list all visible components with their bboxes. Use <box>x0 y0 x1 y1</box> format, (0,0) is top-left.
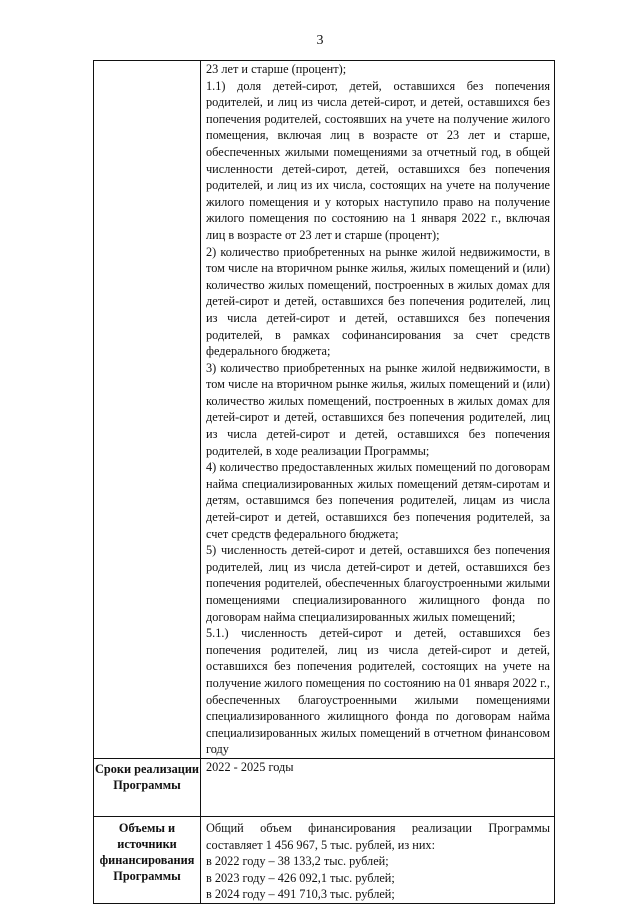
paragraph: 2) количество приобретенных на рынке жилой недвижимости, в том числе на вторичном рынке жилья, жилых помещений и (или) количество жилых помещений, построенных в жилых домах для детей-сирот и детей, оставшихся без попечения родителей, лиц из числа детей-сирот и детей, оставшихся без попечения родителей, в рамках софинансирования за счет средств федерального бюджета; <box>206 244 550 359</box>
paragraph: 2022 - 2025 годы <box>206 759 294 774</box>
paragraph: 1.1) доля детей-сирот, детей, оставшихся без попечения родителей, и лиц из числа детей-сирот, и детей, оставшихся без попечения родителей, состоявших на учете на получение жилого помещения, включая лиц в возрасте от 23 лет и старше, обеспеченных жилыми помещениями за отчетный год, в общей численности детей-сирот, детей, оставшихся без попечения родителей, и лиц из их числа, состоящих на учете на получение жилого помещения и у которых наступило право на получение жилого помещения по состоянию на 1 января 2022 г., включая лиц в возрасте от 23 лет и старше (процент); <box>206 78 550 242</box>
row-value <box>201 61 555 759</box>
paragraph: 5) численность детей-сирот и детей, оставшихся без попечения родителей, лиц из числа детей-сирот и детей, оставшихся без попечения родителей, обеспеченных благоустроенными жилыми помещениями специализированного жилищного фонда по договорам найма специализированных жилых помещений; <box>206 543 550 624</box>
table-row-financing <box>94 816 555 903</box>
paragraph: в 2022 году – 38 133,2 тыс. рублей; <box>206 854 389 869</box>
paragraph: 3) количество приобретенных на рынке жилой недвижимости, в том числе на вторичном рынке жилья, жилых помещений и (или) количество жилых помещений, построенных в жилых домах для детей-сирот и детей, оставшихся без попечения родителей, лиц из числа детей-сирот и детей, оставшихся без попечения родителей, в ходе реализации Программы; <box>206 360 550 458</box>
row-value-timeframe <box>201 758 555 816</box>
paragraph: в 2023 году – 426 092,1 тыс. рублей; <box>206 870 395 885</box>
paragraph: 5.1.) численность детей-сирот и детей, оставшихся без попечения родителей, лиц из числа детей-сирот и детей, оставшихся без попечения родителей, состоящих на учете на получение жилого помещения по состоянию на 01 января 2022 г., обеспеченных благоустроенными жилыми помещениями специализированного жилищного фонда по договорам найма специализированных жилых помещений в отчетном финансовом году <box>206 626 550 757</box>
program-passport-table <box>93 60 555 904</box>
row-label-timeframe: Сроки реализации Программы <box>94 758 201 816</box>
paragraph: Общий объем финансирования реализации Программы составляет 1 456 967, 5 тыс. рублей, из них: <box>206 820 550 852</box>
row-label <box>94 61 201 759</box>
paragraph: 4) количество предоставленных жилых помещений по договорам найма специализированных жилых помещений детям-сиротам и детям, оставшимся без попечения родителей, лицам из числа детей-сирот и детей, оставшихся без попечения родителей, за счет средств федерального бюджета; <box>206 460 550 541</box>
page-number: 3 <box>316 33 324 48</box>
row-label-financing: Объемы и источники финансирования Программы <box>94 816 201 903</box>
paragraph: в 2024 году – 491 710,3 тыс. рублей; <box>206 887 395 902</box>
paragraph: 23 лет и старше (процент); <box>206 62 347 76</box>
table-row-timeframe <box>94 758 555 816</box>
row-value-financing <box>201 816 555 903</box>
table-row-indicators <box>94 61 555 759</box>
